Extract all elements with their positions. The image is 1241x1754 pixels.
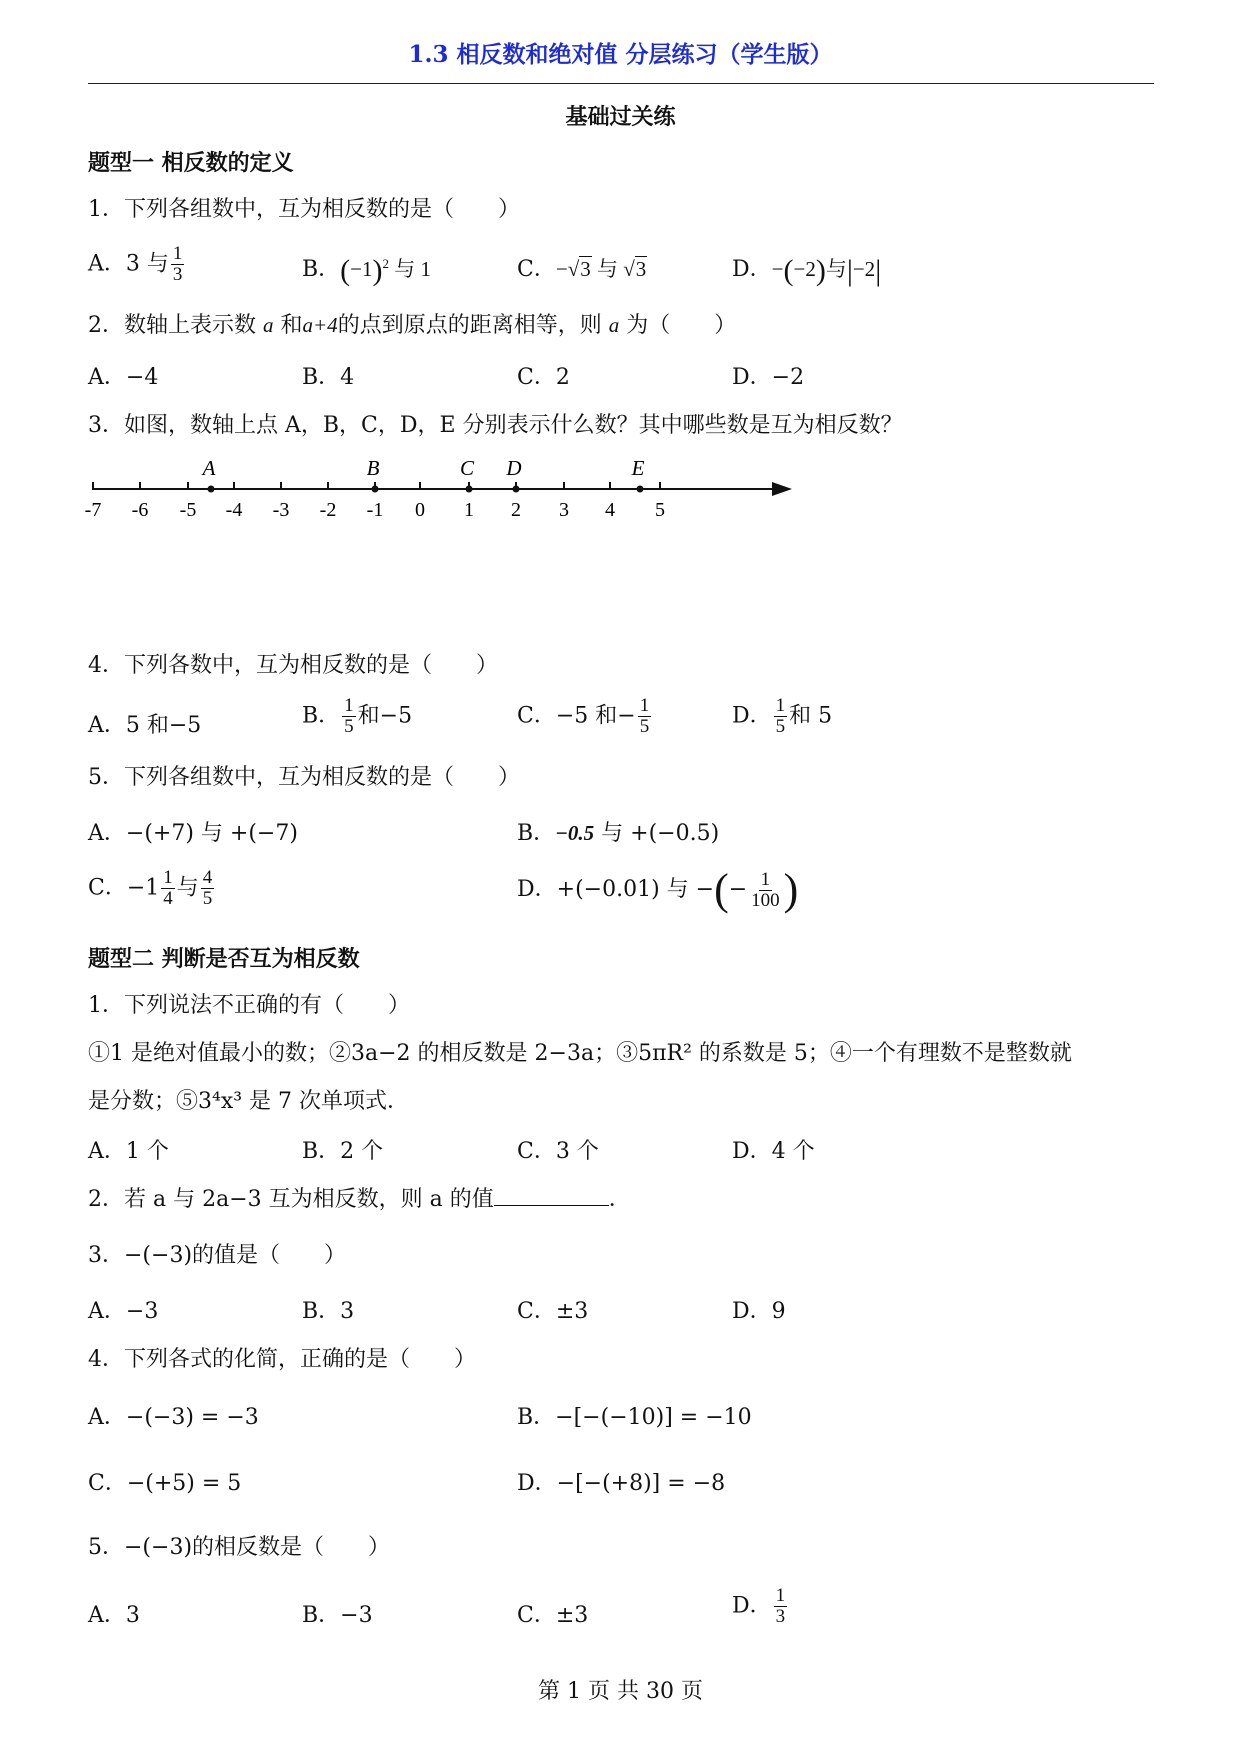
number-line-point-label: B	[366, 456, 380, 480]
p2-q1-line2: 是分数；⑤3⁴x³ 是 7 次单项式．	[88, 1089, 410, 1114]
p2-q3-option-d: D．9	[732, 1299, 786, 1324]
p1-q2-stem: 2．数轴上表示数 a 和a+4的点到原点的距离相等，则 a 为（ ）	[88, 313, 737, 338]
p2-q1-option-b: B．2 个	[302, 1139, 384, 1164]
p2-q3-stem: 3．−(−3)的值是（ ）	[88, 1243, 347, 1268]
number-line-tick-label: -6	[131, 499, 149, 521]
number-line-point-label: A	[202, 456, 216, 480]
number-line-point	[513, 486, 520, 493]
part1-heading: 题型一 相反数的定义	[88, 150, 294, 176]
number-line-point	[466, 486, 473, 493]
p2-q5-option-d: D． $\frac{1}{3}$	[732, 1585, 786, 1627]
p2-q1-option-a: A．1 个	[88, 1139, 169, 1164]
p1-q1-option-c: C．−√3 与 √3	[517, 257, 647, 282]
number-line-tick-label: -5	[179, 499, 197, 521]
p1-q4-option-d: D． $\frac{1}{5}$ 和 5	[732, 695, 833, 737]
p2-q3-option-c: C．±3	[517, 1299, 589, 1324]
p1-q5-option-a: A．−(+7) 与 +(−7)	[88, 821, 298, 846]
number-line-tick-label: 2	[511, 499, 521, 521]
p2-q5-option-c: C．±3	[517, 1603, 589, 1628]
header-rule	[88, 83, 1154, 84]
number-line-point-label: D	[506, 456, 522, 480]
p2-q4-option-a: A．−(−3) = −3	[88, 1405, 259, 1430]
number-line-tick-label: -7	[84, 499, 102, 521]
p1-q3-stem: 3．如图，数轴上点 A，B，C，D，E 分别表示什么数？其中哪些数是互为相反数？	[88, 413, 903, 438]
number-line-point-label: C	[459, 456, 475, 480]
p2-q1-option-c: C．3 个	[517, 1139, 599, 1164]
p2-q2-stem: 2．若 a 与 2a−3 互为相反数，则 a 的值 ．	[88, 1187, 631, 1212]
p1-q1-option-b: B．$(-1)^2$ 与 1	[302, 254, 432, 288]
p2-q1-line1: ①1 是绝对值最小的数；②3a−2 的相反数是 2−3a；③5πR² 的系数是 5；④一个有理数不是整数就	[88, 1041, 1072, 1066]
part2-heading: 题型二 判断是否互为相反数	[88, 946, 360, 972]
p2-q5-option-a: A．3	[88, 1603, 140, 1628]
p1-q4-option-b: B． $\frac{1}{5}$ 和−5	[302, 695, 413, 737]
p1-q2-option-a: A．−4	[88, 365, 159, 390]
p2-q5-option-b: B．−3	[302, 1603, 373, 1628]
number-line-point-label: E	[631, 456, 645, 480]
p2-q1-option-d: D．4 个	[732, 1139, 815, 1164]
number-line-tick-label: 3	[559, 499, 569, 521]
page-title: 1.3 相反数和绝对值 分层练习（学生版）	[408, 41, 833, 68]
number-line-tick-label: 4	[605, 499, 615, 521]
p1-q2-option-b: B．4	[302, 365, 355, 390]
number-line	[84, 455, 800, 527]
p2-q4-stem: 4．下列各式的化简，正确的是（ ）	[88, 1347, 476, 1372]
number-line-point	[208, 486, 215, 493]
page-footer: 第 1 页 共 30 页	[538, 1679, 703, 1704]
p1-q5-option-d: D．+(−0.01) 与 −(− $\frac{1}{100}$ )	[517, 865, 799, 914]
p2-q1-stem: 1．下列说法不正确的有（ ）	[88, 993, 410, 1018]
p2-q3-option-b: B．3	[302, 1299, 355, 1324]
p1-q1-stem: 1．下列各组数中，互为相反数的是（ ）	[88, 197, 520, 222]
p2-q4-option-d: D．−[−(+8)] = −8	[517, 1471, 726, 1496]
section-title: 基础过关练	[565, 104, 676, 130]
number-line-tick-label: 5	[655, 499, 665, 521]
p1-q2-option-c: C．2	[517, 365, 570, 390]
p1-q2-option-d: D．−2	[732, 365, 805, 390]
p1-q4-stem: 4．下列各数中，互为相反数的是（ ）	[88, 653, 498, 678]
p2-q5-stem: 5．−(−3)的相反数是（ ）	[88, 1535, 391, 1560]
p2-q4-option-c: C．−(+5) = 5	[88, 1471, 242, 1496]
p2-q3-option-a: A．−3	[88, 1299, 159, 1324]
number-line-tick-label: 0	[415, 499, 425, 521]
p1-q5-option-c: C．−1 $\frac{1}{4}$ 与 $\frac{4}{5}$	[88, 867, 213, 909]
answer-blank[interactable]	[494, 1187, 609, 1206]
number-line-tick-label: -2	[319, 499, 337, 521]
p1-q1-option-d: D．−(−2)与|−2|	[732, 254, 882, 288]
number-line-point	[637, 486, 644, 493]
p1-q4-option-c: C．−5 和− $\frac{1}{5}$	[517, 695, 650, 737]
p1-q5-option-b: B．−0.5 与 +(−0.5)	[517, 821, 720, 846]
p1-q5-stem: 5．下列各组数中，互为相反数的是（ ）	[88, 765, 520, 790]
p1-q4-option-a: A．5 和−5	[88, 713, 202, 738]
number-line-point	[372, 486, 379, 493]
number-line-tick-label: -4	[225, 499, 243, 521]
number-line-tick-label: -3	[272, 499, 290, 521]
number-line-tick-label: -1	[366, 499, 384, 521]
p2-q4-option-b: B．−[−(−10)] = −10	[517, 1405, 752, 1430]
number-line-tick-label: 1	[464, 499, 474, 521]
number-line-arrow	[772, 482, 792, 496]
p1-q1-option-a: A．3 与 $\frac{1}{3}$	[88, 243, 183, 285]
